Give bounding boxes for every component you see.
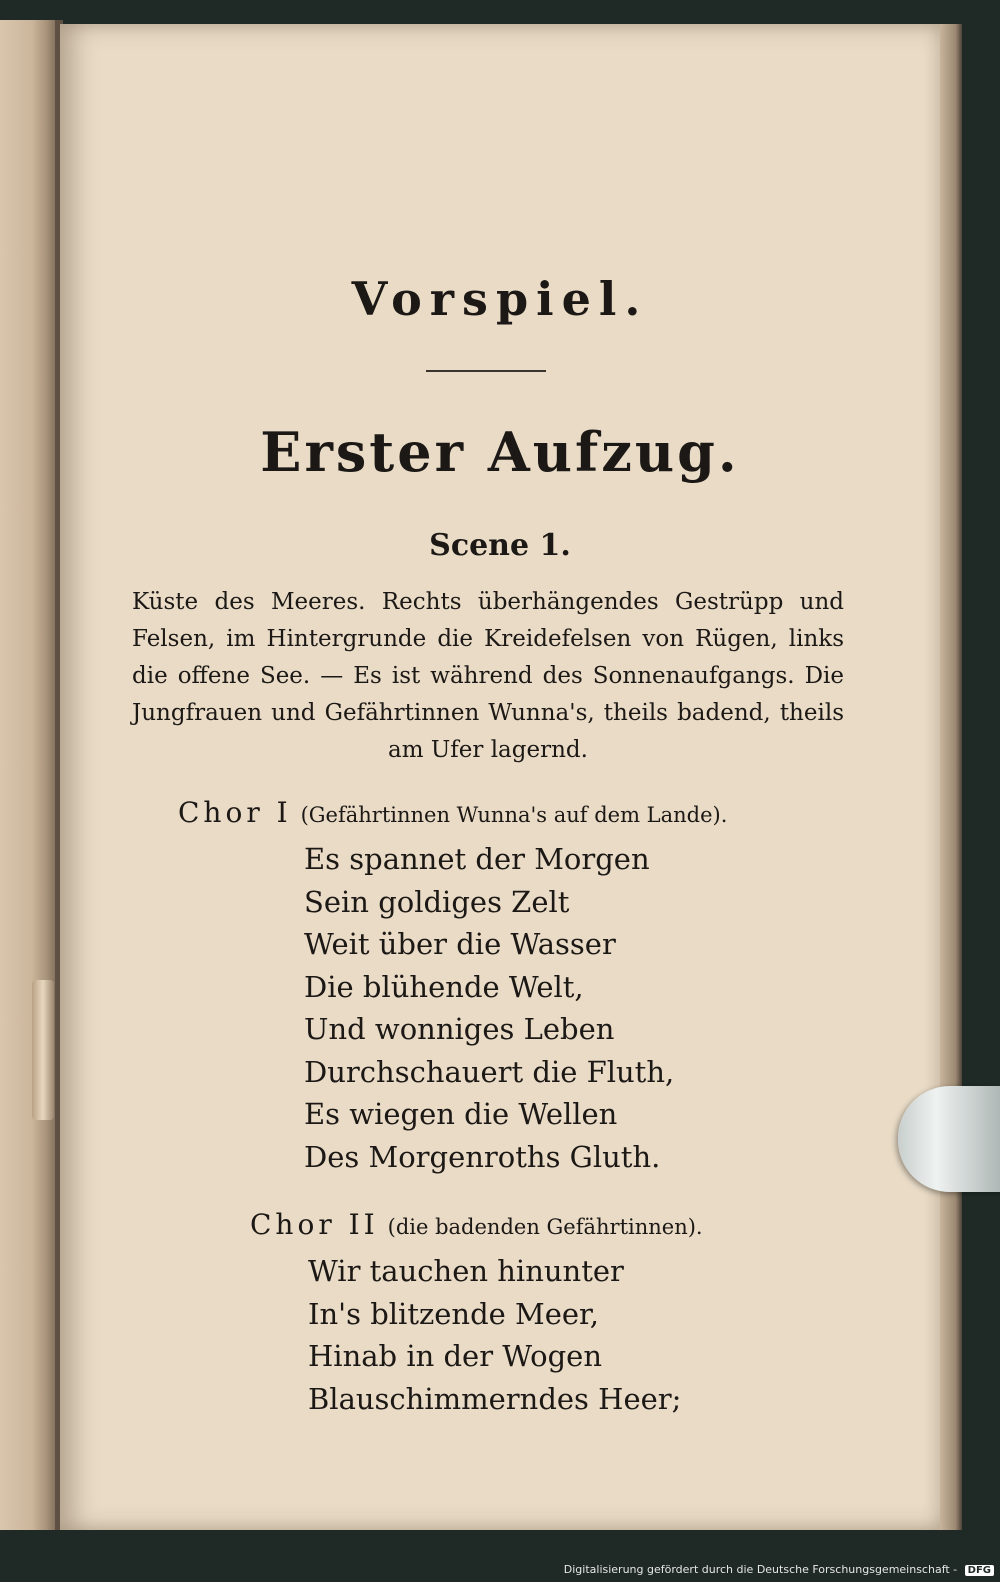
verse-line: Des Morgenroths Gluth. [304, 1139, 661, 1174]
verse-line: Es wiegen die Wellen [304, 1097, 618, 1131]
verse-line: In's blitzende Meer, [308, 1296, 599, 1331]
page-edge-shadow [940, 24, 962, 1530]
left-page-edge [0, 20, 58, 1530]
title-rule [426, 370, 546, 372]
chor-1-name: Chor I [178, 796, 292, 829]
chor-1-heading [178, 796, 727, 829]
verse-line: Und wonniges Leben [304, 1012, 615, 1046]
digitization-credit [564, 1563, 994, 1576]
credit-text: Digitalisierung gefördert durch die Deutsche Forschungsgemeinschaft - [563, 1563, 958, 1576]
page-title: Vorspiel. [351, 272, 649, 326]
verse-line: Sein goldiges Zelt [304, 884, 570, 919]
verse-line: Durchschauert die Fluth, [304, 1054, 675, 1089]
chor-1-note: (Gefährtinnen Wunna's auf dem Lande). [300, 803, 728, 827]
verse-line: Wir tauchen hinunter [308, 1254, 624, 1288]
dfg-logo: DFG [965, 1565, 994, 1576]
chor-2-name: Chor II [250, 1208, 379, 1241]
act-heading: Erster Aufzug. [260, 420, 740, 484]
chor-2-note: (die badenden Gefährtinnen). [387, 1215, 703, 1239]
verse-line: Die blühende Welt, [304, 969, 584, 1004]
verse-line: Blauschimmerndes Heer; [308, 1381, 682, 1416]
page-text [60, 24, 940, 1530]
chor-2-heading [250, 1208, 703, 1241]
verse-line: Es spannet der Morgen [304, 842, 650, 876]
chor-2-verse [308, 1250, 681, 1420]
stage-direction: Küste des Meeres. Rechts überhängendes Gestrüpp und Felsen, im Hintergrunde die Kreidefelsen von Rügen, links die offene See. — Es ist während des Sonnenaufgangs. Die Jungfrauen und Gefährtinnen Wunna's, theils badend, theils am Ufer lagernd. [132, 589, 844, 763]
chor-1-verse [304, 838, 674, 1178]
verse-line: Hinab in der Wogen [308, 1339, 602, 1373]
torn-paper-strip [32, 980, 54, 1120]
verse-line: Weit über die Wasser [304, 927, 616, 961]
scene-heading: Scene 1. [429, 528, 571, 563]
